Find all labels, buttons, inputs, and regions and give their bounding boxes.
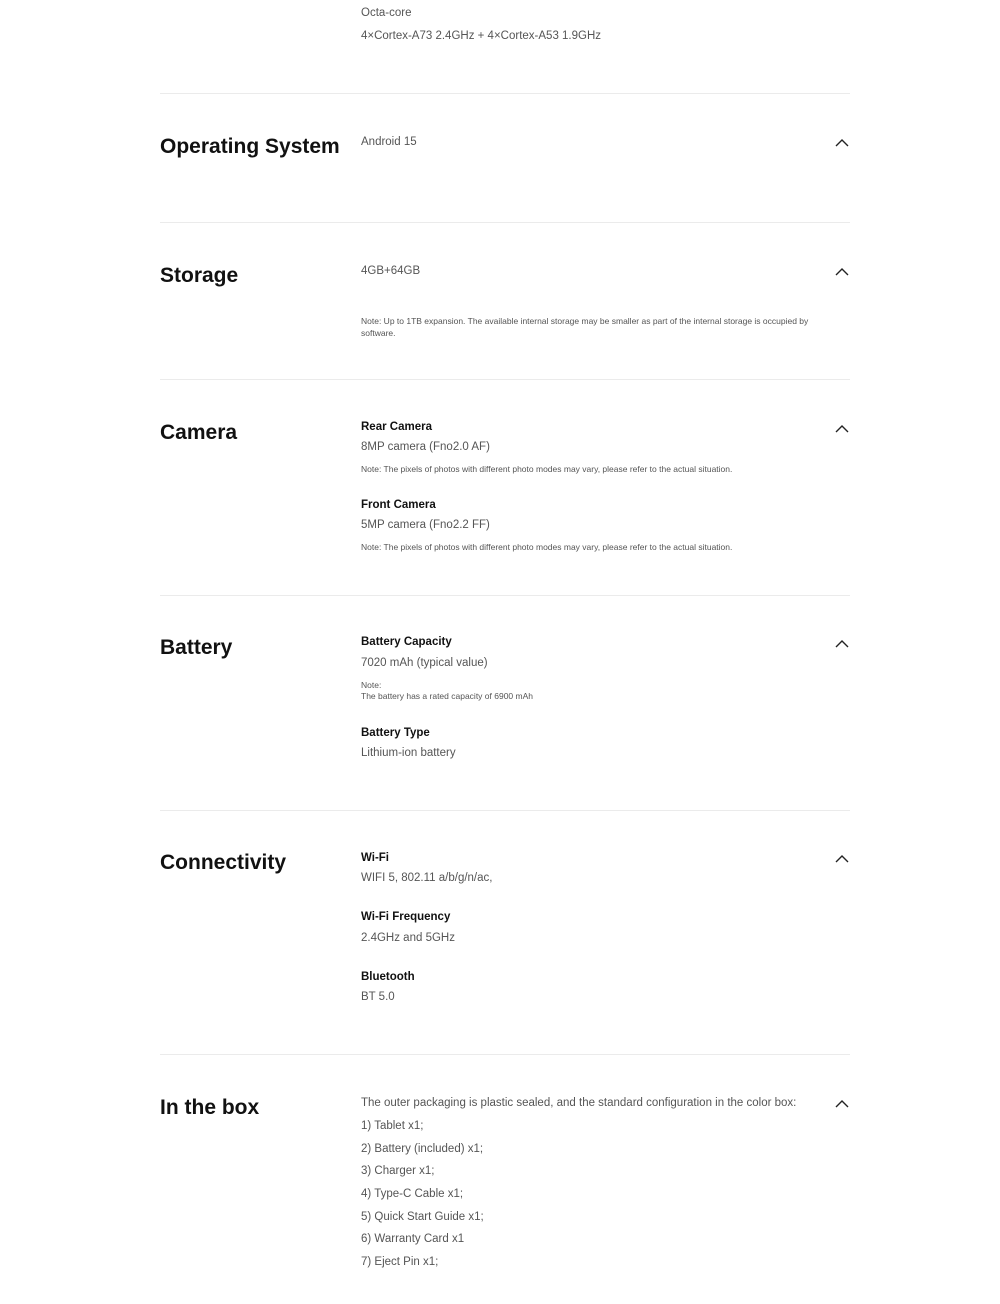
wifi-frequency-label: Wi-Fi Frequency — [361, 911, 451, 923]
front-camera-value: 5MP camera (Fno2.2 FF) — [361, 519, 490, 531]
box-item: 4) Type-C Cable x1; — [361, 1188, 464, 1200]
collapse-connectivity-chevron-up-icon[interactable] — [835, 854, 849, 864]
collapse-storage-chevron-up-icon[interactable] — [835, 267, 849, 277]
box-item: 6) Warranty Card x1 — [361, 1233, 465, 1245]
storage-note: Note: Up to 1TB expansion. The available internal storage may be smaller as part of the internal storage is occupied by software. — [361, 316, 809, 338]
front-camera-note: Note: The pixels of photos with different photo modes may vary, please refer to the actual situation. — [361, 542, 733, 552]
section-title-battery: Battery — [160, 636, 233, 659]
battery-capacity-label: Battery Capacity — [361, 636, 452, 648]
os-value: Android 15 — [361, 136, 417, 148]
collapse-os-chevron-up-icon[interactable] — [835, 138, 849, 148]
in-the-box-intro: The outer packaging is plastic sealed, and the standard configuration in the color box: — [361, 1097, 797, 1109]
bluetooth-value: BT 5.0 — [361, 991, 395, 1003]
wifi-value: WIFI 5, 802.11 a/b/g/n/ac, — [361, 872, 493, 884]
divider — [160, 222, 850, 223]
box-item: 5) Quick Start Guide x1; — [361, 1211, 484, 1223]
battery-capacity-value: 7020 mAh (typical value) — [361, 657, 488, 669]
battery-type-label: Battery Type — [361, 727, 430, 739]
battery-note-text: The battery has a rated capacity of 6900 mAh — [361, 691, 533, 701]
rear-camera-label: Rear Camera — [361, 421, 432, 433]
section-title-os: Operating System — [160, 135, 340, 158]
collapse-camera-chevron-up-icon[interactable] — [835, 424, 849, 434]
section-title-camera: Camera — [160, 421, 238, 444]
divider — [160, 1054, 850, 1055]
battery-type-value: Lithium-ion battery — [361, 747, 456, 759]
collapse-in-the-box-chevron-up-icon[interactable] — [835, 1099, 849, 1109]
processor-detail: 4×Cortex-A73 2.4GHz + 4×Cortex-A53 1.9GHz — [361, 30, 602, 42]
box-item: 7) Eject Pin x1; — [361, 1256, 439, 1268]
box-item: 1) Tablet x1; — [361, 1120, 424, 1132]
processor-cores: Octa-core — [361, 7, 412, 19]
rear-camera-value: 8MP camera (Fno2.0 AF) — [361, 441, 490, 453]
divider — [160, 93, 850, 94]
collapse-battery-chevron-up-icon[interactable] — [835, 639, 849, 649]
battery-note-heading: Note: — [361, 680, 382, 690]
rear-camera-note: Note: The pixels of photos with different photo modes may vary, please refer to the actual situation. — [361, 464, 733, 474]
front-camera-label: Front Camera — [361, 499, 436, 511]
divider — [160, 379, 850, 380]
divider — [160, 595, 850, 596]
box-item: 2) Battery (included) x1; — [361, 1143, 484, 1155]
section-title-connectivity: Connectivity — [160, 851, 287, 874]
wifi-label: Wi-Fi — [361, 852, 389, 864]
bluetooth-label: Bluetooth — [361, 971, 415, 983]
section-title-in-the-box: In the box — [160, 1096, 260, 1119]
box-item: 3) Charger x1; — [361, 1165, 435, 1177]
divider — [160, 810, 850, 811]
storage-value: 4GB+64GB — [361, 265, 421, 277]
wifi-frequency-value: 2.4GHz and 5GHz — [361, 932, 455, 944]
section-title-storage: Storage — [160, 264, 239, 287]
